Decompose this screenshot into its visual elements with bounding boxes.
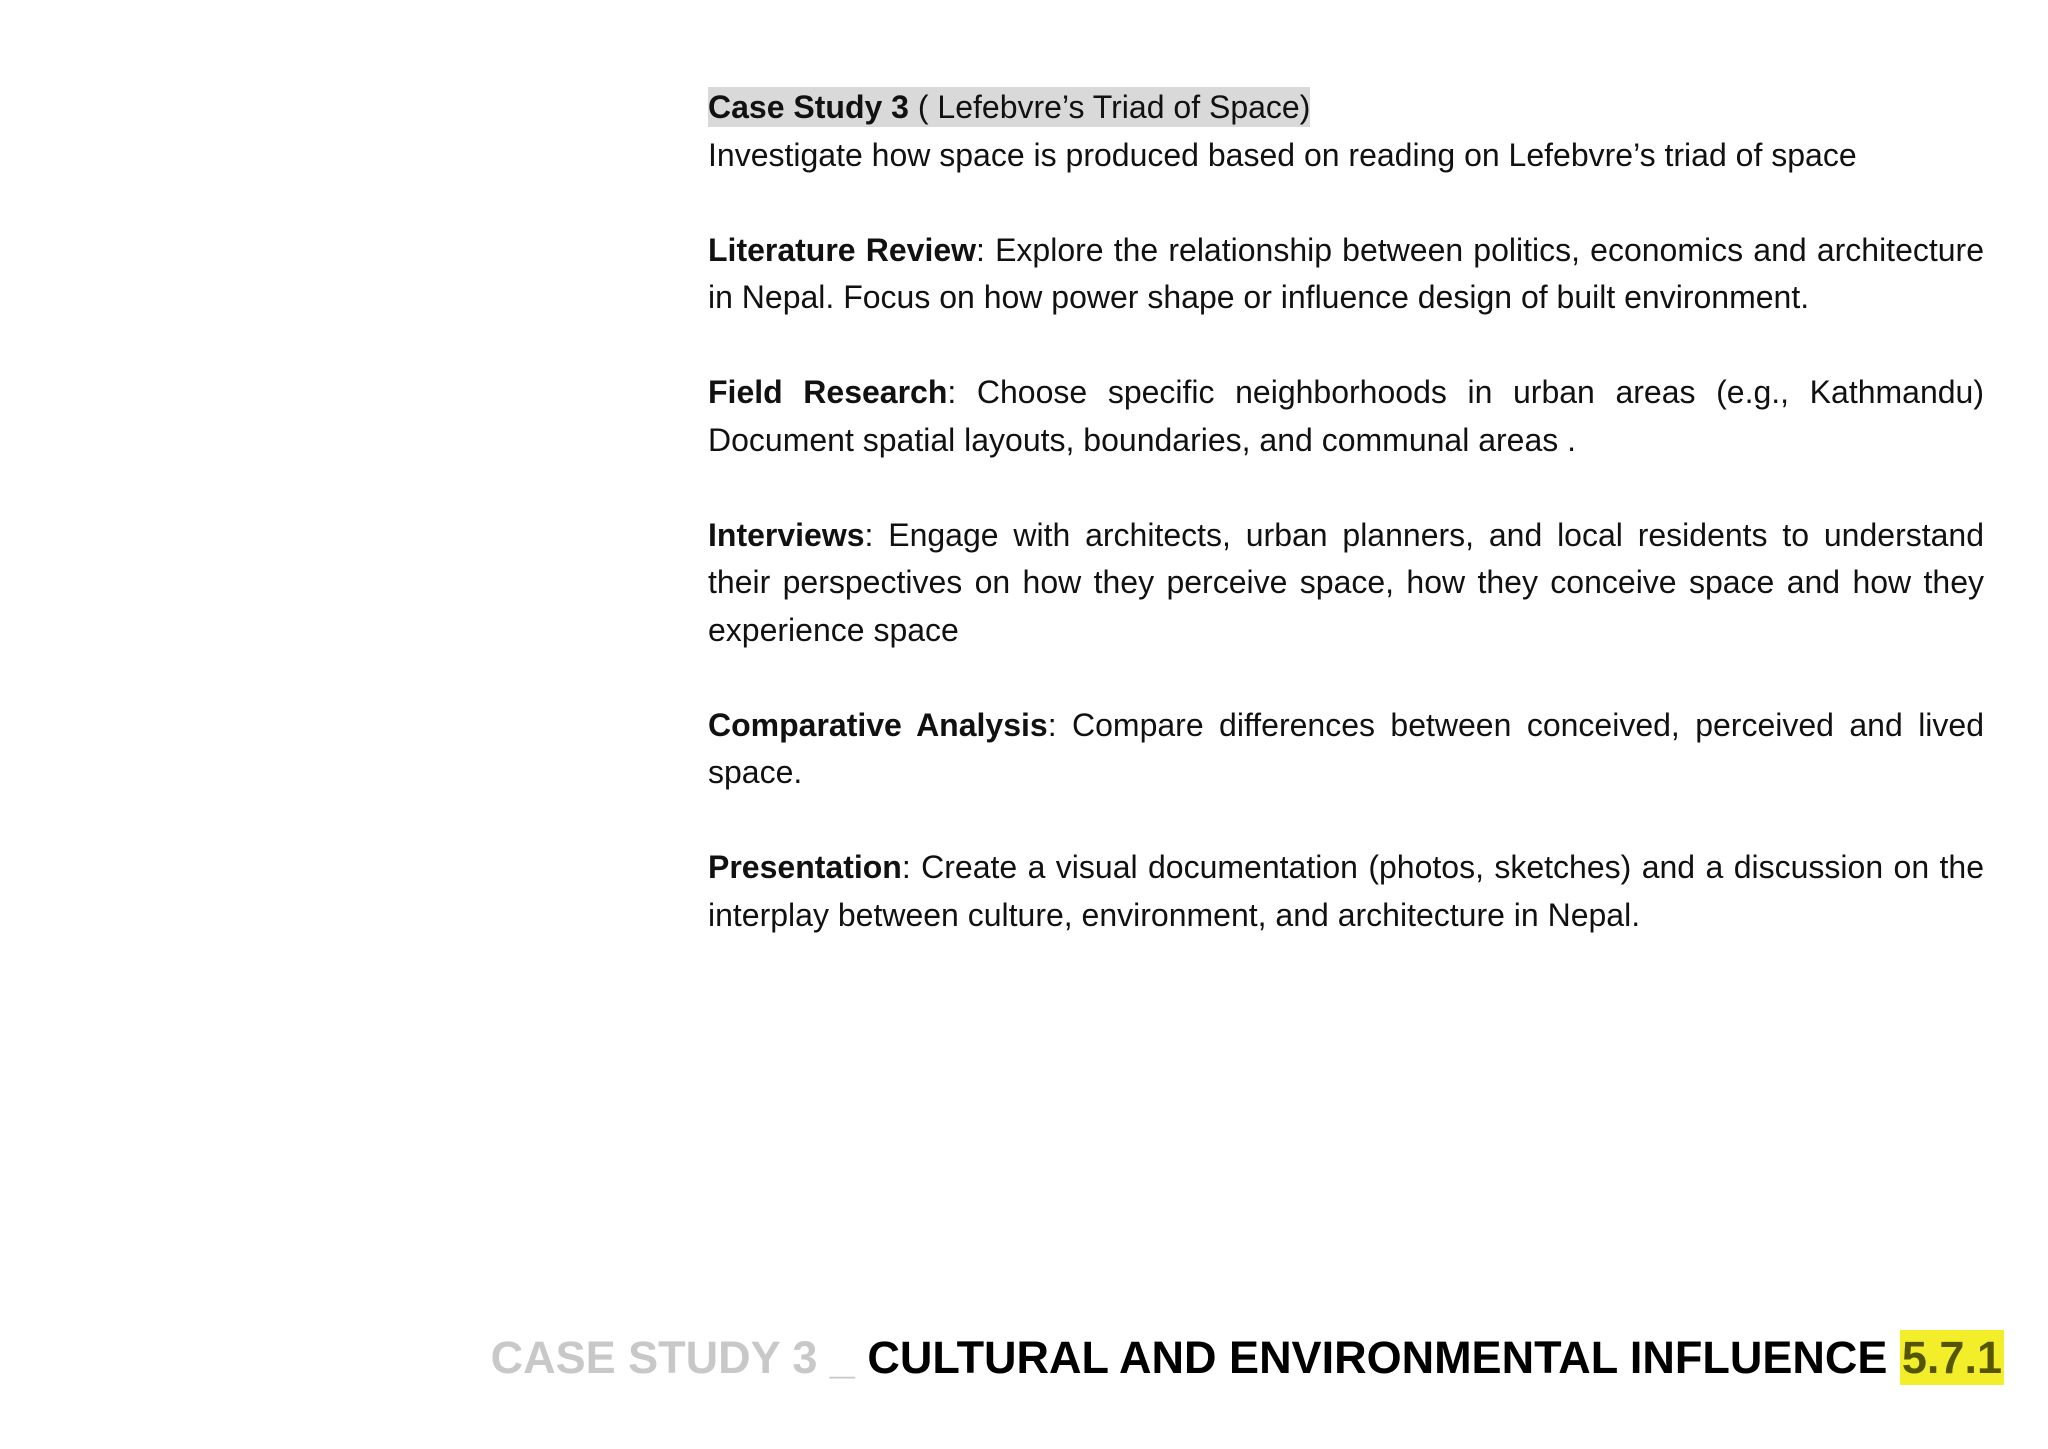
section-interviews bbox=[708, 512, 1984, 655]
section-presentation bbox=[708, 844, 1984, 939]
case-study-heading bbox=[708, 84, 1984, 132]
page-footer bbox=[491, 1330, 2004, 1386]
section-text: : Engage with architects, urban planners, and local residents to understand their perspectives on how they perceive space, how they conceive space and how they experience space bbox=[708, 516, 1984, 648]
heading-highlight bbox=[708, 87, 1310, 127]
footer-prefix: CASE STUDY 3 _ bbox=[490, 1332, 868, 1383]
document-body bbox=[708, 84, 1984, 987]
section-comparative-analysis bbox=[708, 702, 1984, 797]
section-literature-review bbox=[708, 227, 1984, 322]
footer-title: CULTURAL AND ENVIRONMENTAL INFLUENCE bbox=[867, 1332, 1900, 1383]
section-text: : Choose specific neighborhoods in urban areas (e.g., Kathmandu) Document spatial layouts, boundaries, and communal areas . bbox=[708, 374, 1985, 458]
section-label: Interviews bbox=[708, 516, 865, 553]
intro-text: Investigate how space is produced based on reading on Lefebvre’s triad of space bbox=[708, 136, 1857, 173]
section-text: : Compare differences between conceived, perceived and lived space. bbox=[708, 706, 1985, 790]
footer-page-number: 5.7.1 bbox=[1901, 1332, 2002, 1383]
section-text: : Explore the relationship between politics, economics and architecture in Nepal. Focus on how power shape or influence design of built environment. bbox=[708, 231, 1985, 315]
section-label: Presentation bbox=[708, 849, 902, 885]
section-label: Field Research bbox=[708, 374, 948, 410]
heading-bold: Case Study 3 bbox=[708, 89, 909, 125]
section-field-research bbox=[708, 369, 1984, 464]
section-text: : Create a visual documentation (photos, sketches) and a discussion on the interplay between culture, environment, and architecture in Nepal. bbox=[708, 849, 1984, 933]
heading-rest: ( Lefebvre’s Triad of Space) bbox=[908, 89, 1311, 125]
section-label: Literature Review bbox=[708, 231, 977, 268]
section-label: Comparative Analysis bbox=[708, 706, 1048, 743]
